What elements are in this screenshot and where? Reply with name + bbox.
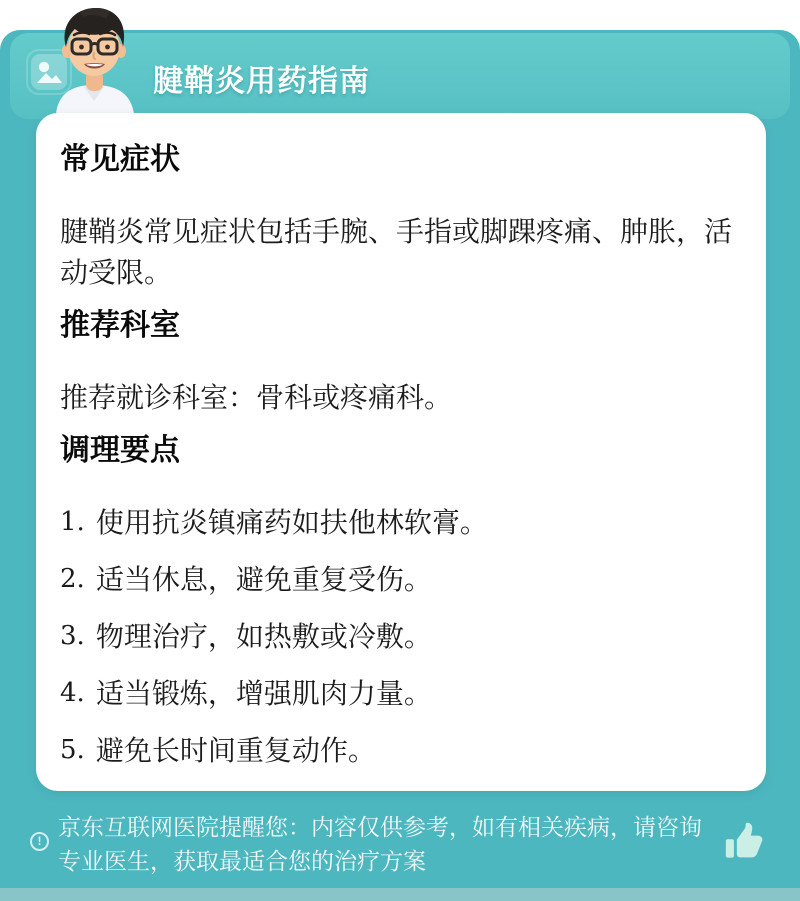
bottom-edge-strip (0, 888, 800, 901)
info-icon: ! (30, 832, 49, 851)
list-item-number: 5. (60, 735, 85, 765)
list-item (60, 673, 742, 714)
doctor-avatar (46, 3, 143, 114)
care-points-list (60, 502, 742, 771)
thumbs-up-icon[interactable] (722, 820, 766, 864)
list-item (60, 616, 742, 657)
list-item-number: 4. (60, 678, 85, 708)
list-item-text: 避免长时间重复动作。 (95, 735, 376, 766)
list-item-text: 适当休息，避免重复受伤。 (95, 564, 432, 595)
section-heading-care-points: 调理要点 (60, 434, 180, 467)
list-item-number: 1. (60, 507, 85, 537)
section-heading-symptoms: 常见症状 (60, 143, 180, 176)
list-item (60, 502, 742, 543)
list-item-number: 3. (60, 621, 85, 651)
symptoms-paragraph: 腱鞘炎常见症状包括手腕、手指或脚踝疼痛、肿胀，活动受限。 (60, 216, 733, 288)
list-item-text: 适当锻炼，增强肌肉力量。 (95, 678, 432, 709)
list-item (60, 559, 742, 600)
page-title: 腱鞘炎用药指南 (153, 65, 370, 98)
list-item (60, 730, 742, 771)
list-item-text: 物理治疗，如热敷或冷敷。 (95, 621, 432, 652)
department-paragraph: 推荐就诊科室：骨科或疼痛科。 (60, 382, 453, 413)
section-heading-department: 推荐科室 (60, 309, 180, 342)
content-card (36, 113, 766, 791)
disclaimer-text: 京东互联网医院提醒您：内容仅供参考，如有相关疾病，请咨询专业医生，获取最适合您的治疗方案 (58, 814, 702, 874)
list-item-number: 2. (60, 564, 85, 594)
list-item-text: 使用抗炎镇痛药如扶他林软膏。 (95, 507, 488, 538)
